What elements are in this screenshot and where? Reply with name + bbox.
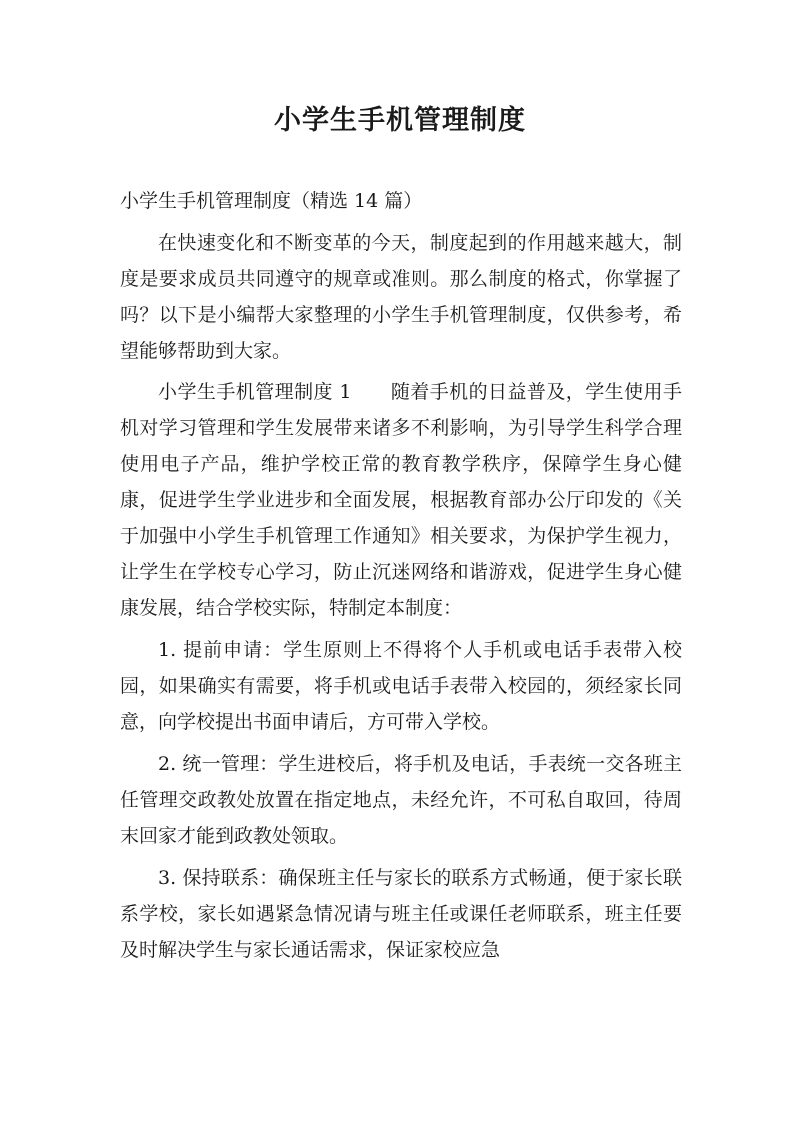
document-title: 小学生手机管理制度 <box>274 105 526 136</box>
document-subtitle: 小学生手机管理制度（精选 14 篇） <box>120 190 423 212</box>
section-1-paragraph: 小学生手机管理制度 1 随着手机的日益普及，学生使用手机对学习管理和学生发展带来诸多不利影响，为引导学生科学合理使用电子产品，维护学校正常的教育教学秩序，保障学生身心健康，促进学生学业进步和全面发展，根据教育部办公厅印发的《关于加强中小学生手机管理工作通知》相关要求，为保护学生视力，让学生在学校专心学习，防止沉迷网络和谐游戏，促进学生身心健康发展，结合学校实际，特制定本制度： <box>120 381 682 619</box>
list-item-1: 1. 提前申请：学生原则上不得将个人手机或电话手表带入校园，如果确实有需要，将手机或电话手表带入校园的，须经家长同意，向学校提出书面申请后，方可带入学校。 <box>120 639 682 733</box>
list-item-2: 2. 统一管理：学生进校后，将手机及电话，手表统一交各班主任管理交政教处放置在指定地点，未经允许，不可私自取回，待周末回家才能到政教处领取。 <box>120 753 682 847</box>
intro-paragraph: 在快速变化和不断变革的今天，制度起到的作用越来越大，制度是要求成员共同遵守的规章或准则。那么制度的格式，你掌握了吗？以下是小编帮大家整理的小学生手机管理制度，仅供参考，希望能够帮助到大家。 <box>120 232 682 362</box>
document-body <box>120 183 682 968</box>
list-item-3: 3. 保持联系：确保班主任与家长的联系方式畅通，便于家长联系学校，家长如遇紧急情况请与班主任或课任老师联系，班主任要及时解决学生与家长通话需求，保证家校应急 <box>120 867 682 961</box>
